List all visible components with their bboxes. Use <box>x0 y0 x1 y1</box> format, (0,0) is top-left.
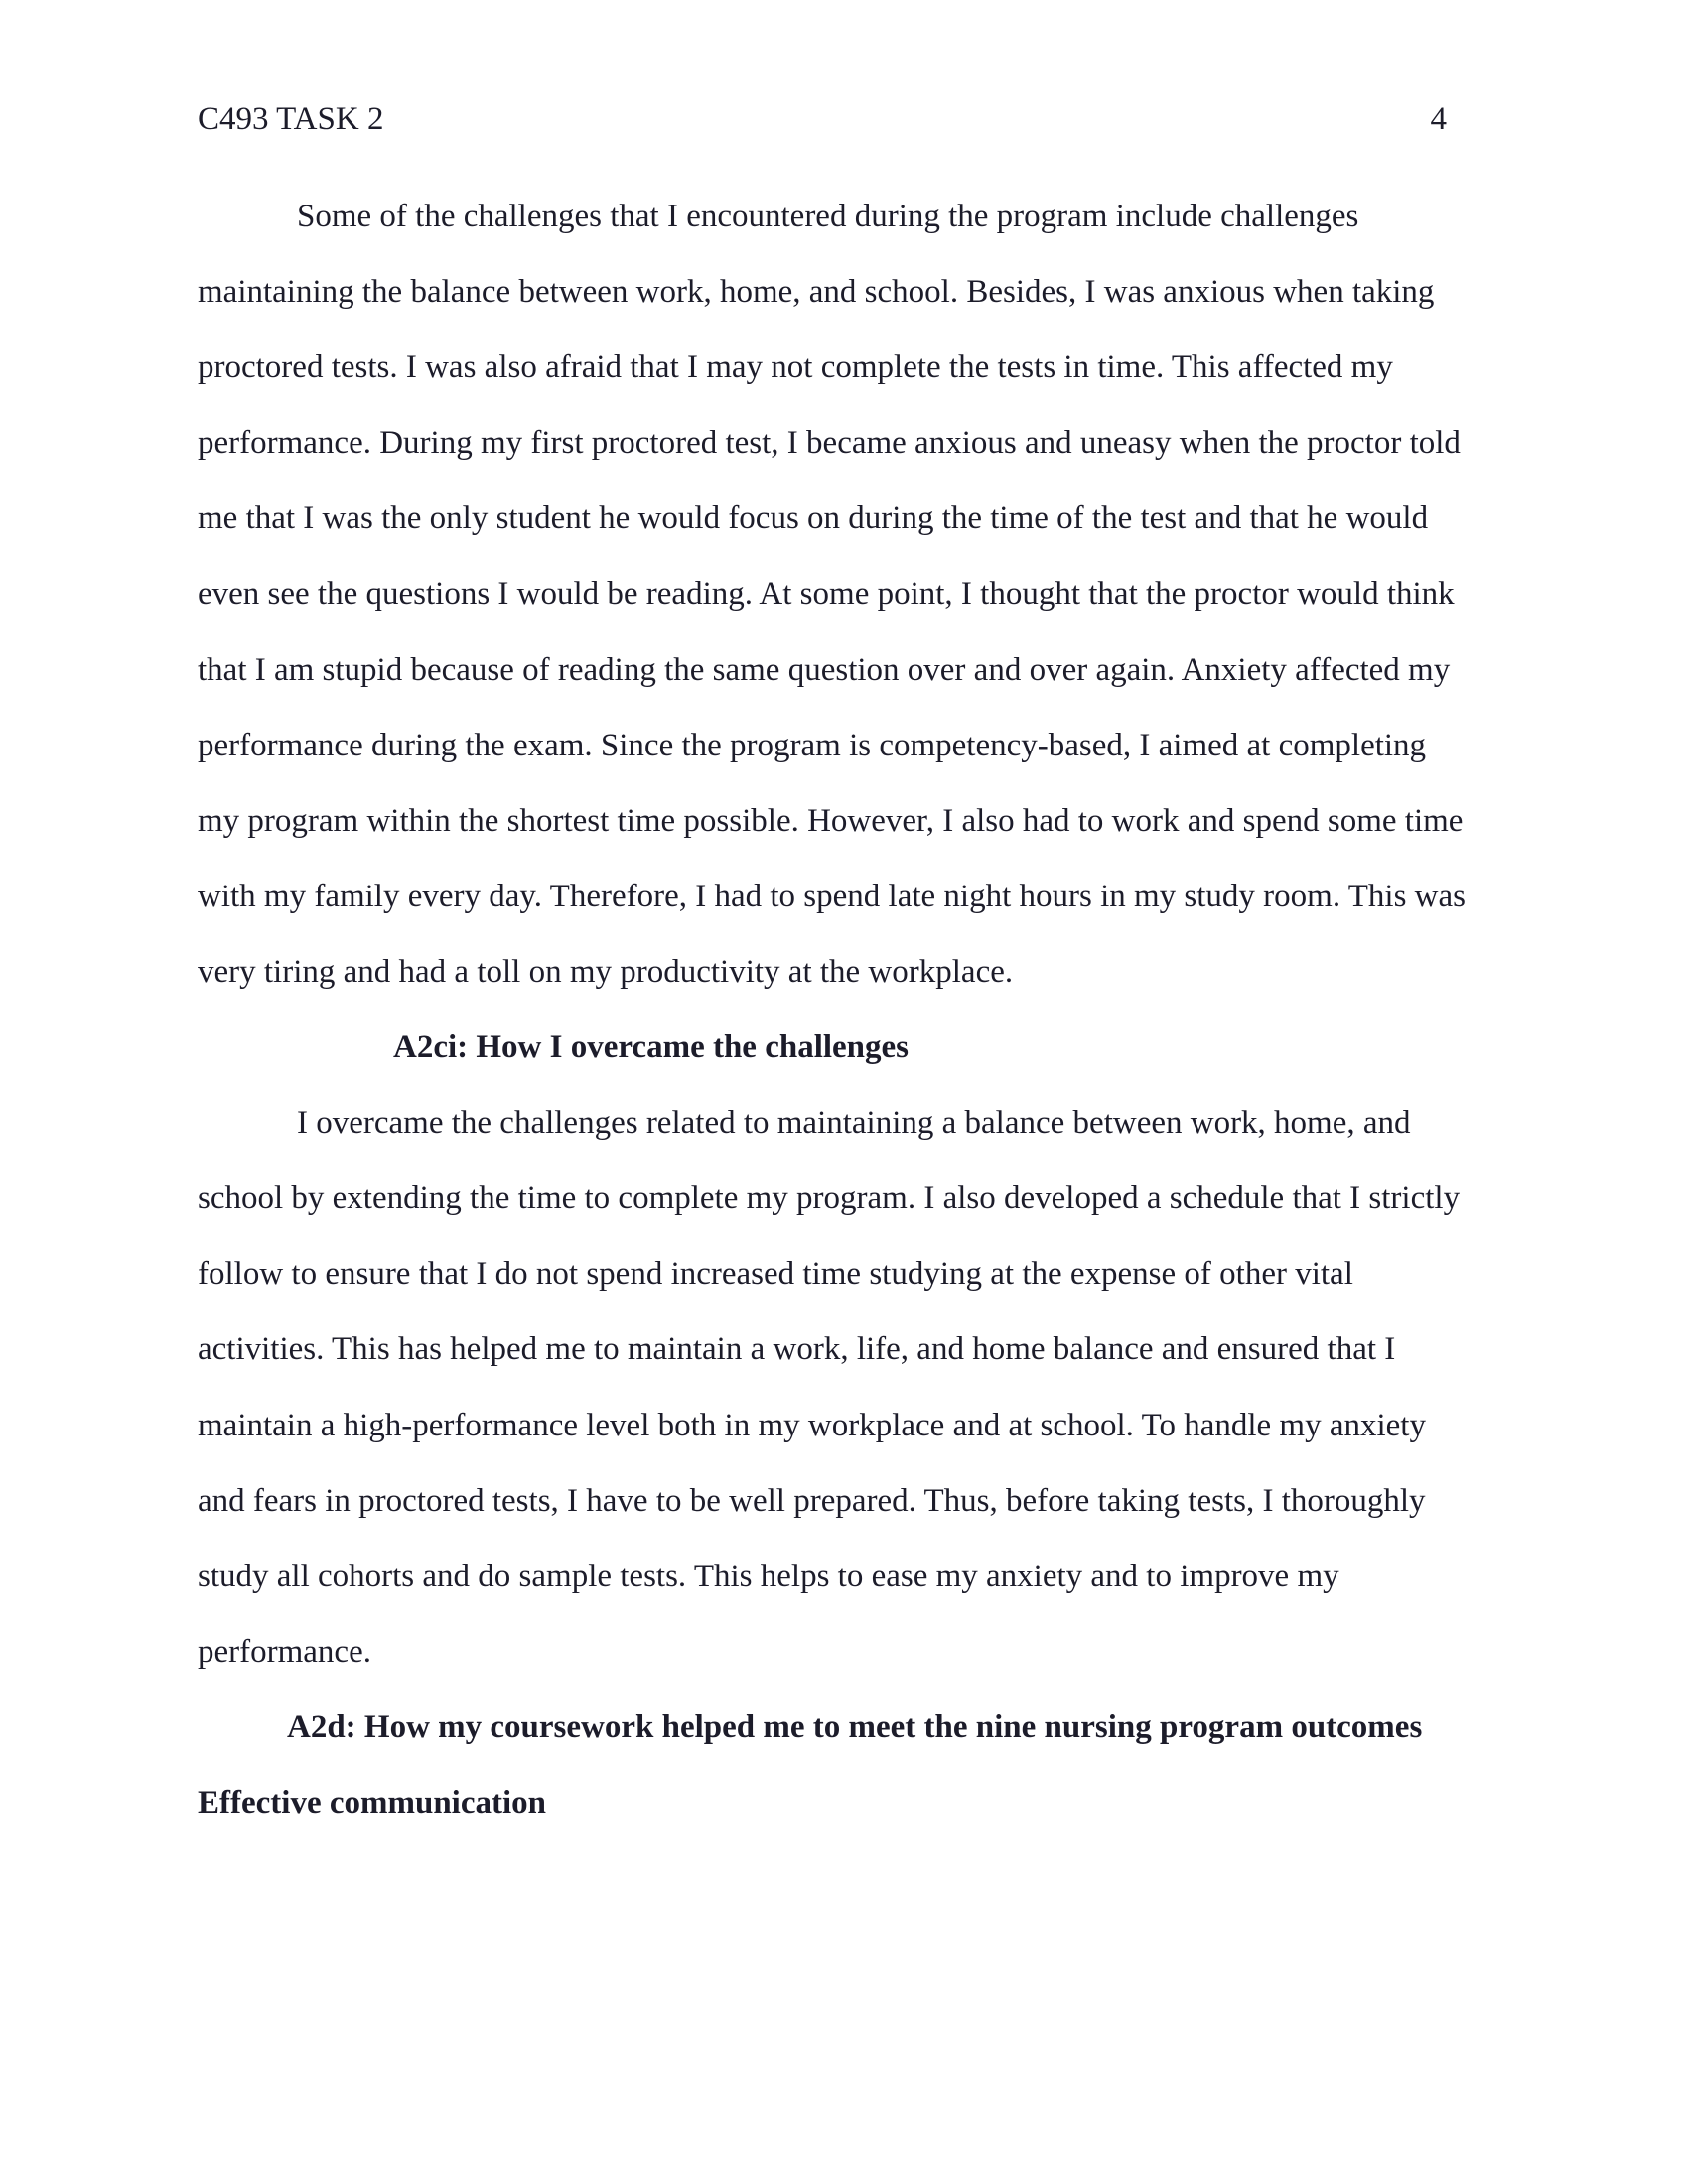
text-line: I overcame the challenges related to maintaining a balance between work, home, and <box>297 1105 1411 1142</box>
paragraph-overcoming <box>198 1085 1508 1690</box>
text-line: that I am stupid because of reading the same question over and over again. Anxiety affected my <box>198 651 1451 688</box>
text-line: performance during the exam. Since the program is competency-based, I aimed at completing <box>198 727 1427 763</box>
text-line: with my family every day. Therefore, I had to spend late night hours in my study room. This was <box>198 878 1466 914</box>
text-line: very tiring and had a toll on my productivity at the workplace. <box>198 953 1014 990</box>
text-line: my program within the shortest time possible. However, I also had to work and spend some time <box>198 802 1464 839</box>
text-line: performance. During my first proctored test, I became anxious and uneasy when the proctor told <box>198 425 1461 462</box>
page-number: 4 <box>1430 101 1447 137</box>
text-line: and fears in proctored tests, I have to be well prepared. Thus, before taking tests, I thoroughly <box>198 1482 1426 1519</box>
text-line: performance. <box>198 1633 371 1670</box>
text-line: activities. This has helped me to maintain a work, life, and home balance and ensured that I <box>198 1331 1396 1368</box>
heading-a2ci: A2ci: How I overcame the challenges <box>393 1029 910 1066</box>
heading-a2d: A2d: How my coursework helped me to meet the nine nursing program outcomes <box>287 1708 1423 1745</box>
text-line: maintain a high-performance level both in my workplace and at school. To handle my anxiety <box>198 1407 1426 1443</box>
text-line: Some of the challenges that I encountered during the program include challenges <box>297 199 1359 234</box>
text-line: me that I was the only student he would focus on during the time of the test and that he would <box>198 500 1429 537</box>
text-line: school by extending the time to complete my program. I also developed a schedule that I strictly <box>198 1180 1461 1217</box>
text-line: proctored tests. I was also afraid that I may not complete the tests in time. This affected my <box>198 349 1393 386</box>
heading-effective-communication: Effective communication <box>198 1784 546 1821</box>
paragraph-challenges <box>198 179 1508 1010</box>
text-line: maintaining the balance between work, home, and school. Besides, I was anxious when taking <box>198 274 1435 311</box>
running-head: C493 TASK 2 <box>198 101 384 137</box>
text-line: study all cohorts and do sample tests. This helps to ease my anxiety and to improve my <box>198 1558 1339 1594</box>
text-line: follow to ensure that I do not spend increased time studying at the expense of other vital <box>198 1256 1353 1293</box>
document-body <box>198 179 1508 1841</box>
text-line: even see the questions I would be reading. At some point, I thought that the proctor would think <box>198 576 1455 613</box>
